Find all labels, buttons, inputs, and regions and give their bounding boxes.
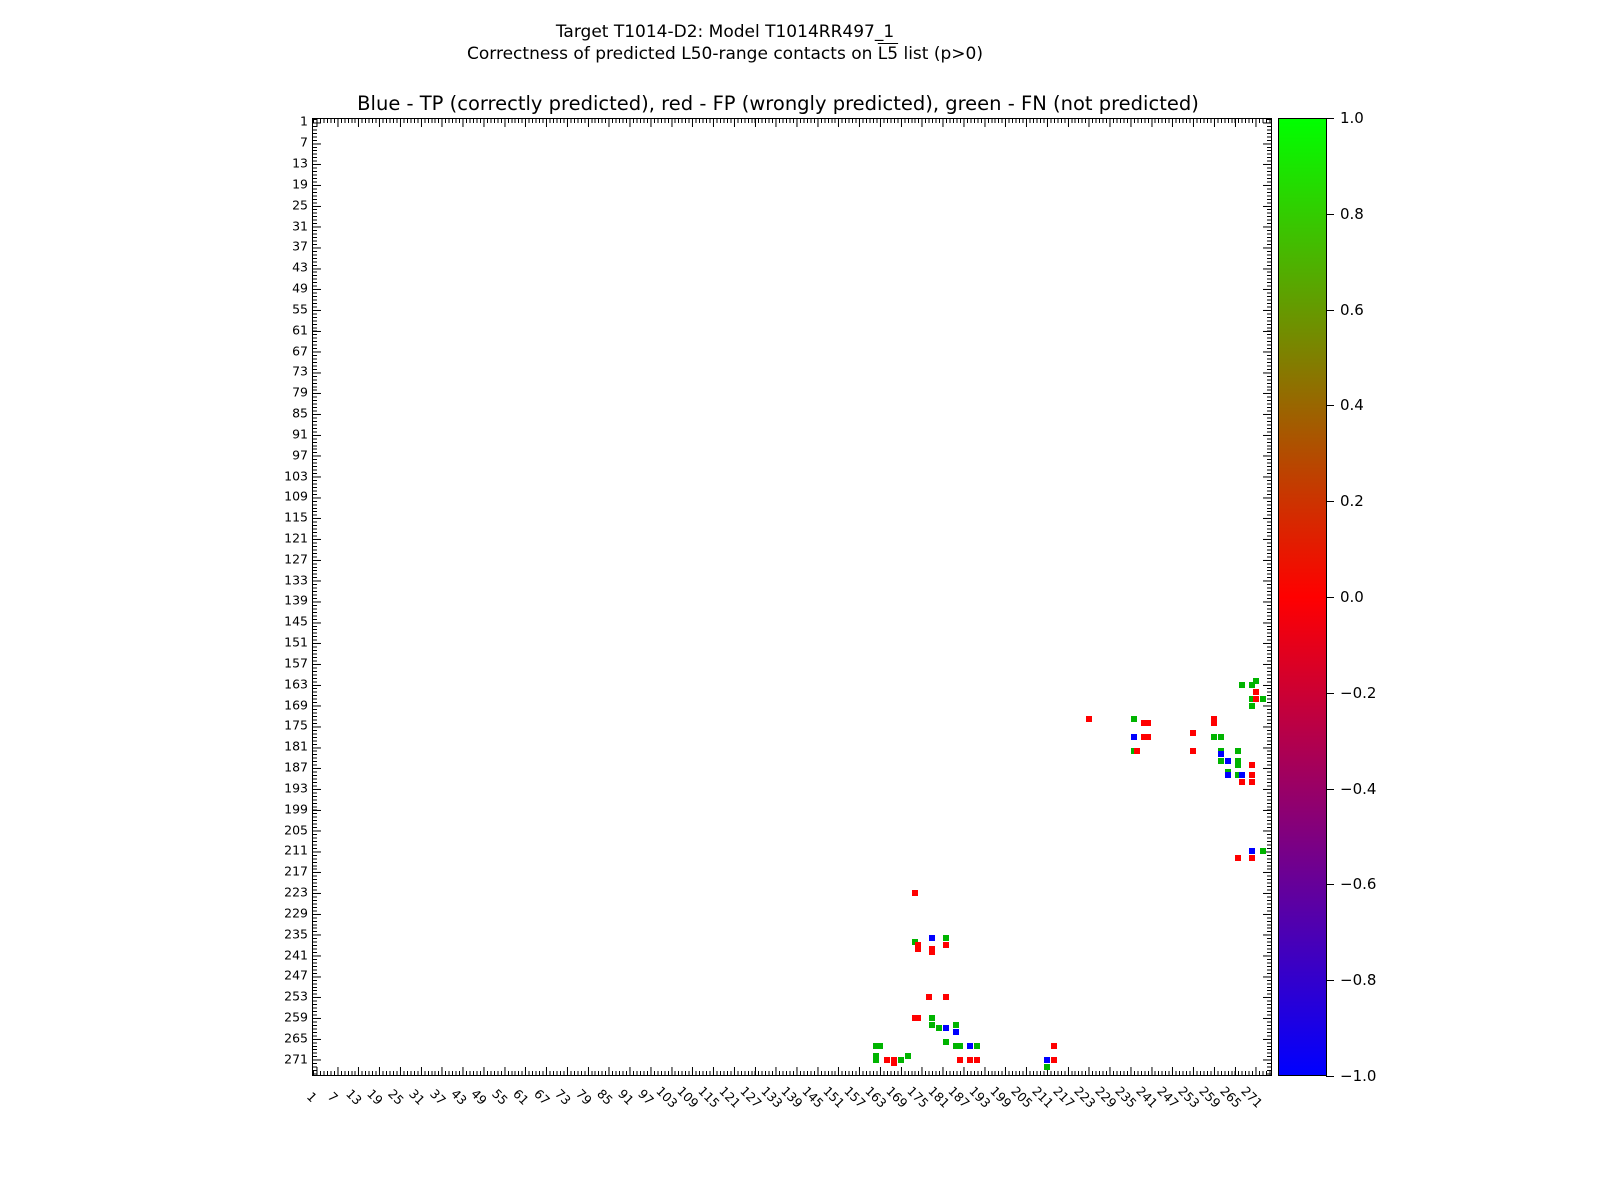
colorbar-tick-label: −0.8	[1340, 971, 1377, 990]
contact-marker-fp	[1253, 696, 1259, 702]
x-tick-label: 115	[695, 1083, 723, 1111]
y-tick-label: 211	[284, 842, 308, 858]
contact-marker-fn	[905, 1053, 911, 1059]
y-tick-label: 97	[292, 447, 308, 463]
y-tick-label: 259	[284, 1009, 308, 1025]
contact-marker-fp	[1249, 779, 1255, 785]
y-tick-label: 223	[284, 884, 308, 900]
contact-marker-fn	[943, 935, 949, 941]
x-tick-label: 121	[716, 1083, 744, 1111]
x-tick-label: 253	[1175, 1083, 1203, 1111]
y-tick-label: 55	[292, 301, 308, 317]
figure-title-line2-overline: L5	[877, 44, 899, 64]
x-tick-label: 1	[304, 1088, 321, 1106]
left-axis-major-ticks	[313, 119, 321, 1075]
y-tick-label: 241	[284, 947, 308, 962]
colorbar-tick	[1326, 405, 1334, 406]
colorbar-tick-label: −0.6	[1340, 875, 1377, 894]
y-tick-label: 253	[284, 988, 308, 1004]
contact-marker-fp	[915, 946, 921, 952]
x-tick-label: 223	[1070, 1083, 1099, 1111]
contact-marker-tp	[1131, 734, 1137, 740]
colorbar-tick	[1326, 118, 1334, 119]
y-tick-label: 73	[292, 363, 308, 379]
x-tick-label: 229	[1091, 1083, 1120, 1111]
y-tick-label: 7	[300, 134, 308, 150]
y-tick-label: 127	[284, 551, 308, 567]
contact-marker-fn	[1131, 716, 1137, 722]
y-tick-label: 79	[292, 384, 308, 400]
contact-marker-fp	[1051, 1057, 1057, 1063]
y-tick-label: 61	[292, 322, 308, 338]
y-tick-label: 13	[292, 155, 308, 171]
y-tick-label: 25	[292, 197, 308, 213]
x-tick-label: 31	[405, 1086, 428, 1108]
x-tick-label: 151	[820, 1083, 848, 1111]
colorbar-tick	[1326, 1076, 1334, 1077]
left-axis-minor-ticks	[313, 119, 317, 1075]
contact-marker-fn	[1044, 1064, 1050, 1070]
x-tick-label: 97	[635, 1086, 658, 1108]
x-tick-label: 241	[1133, 1083, 1161, 1111]
contact-marker-fp	[957, 1057, 963, 1063]
contact-marker-fn	[1218, 758, 1224, 764]
contact-marker-fp	[1145, 734, 1151, 740]
colorbar-tick	[1326, 693, 1334, 694]
y-tick-label: 67	[292, 343, 308, 359]
plot-area	[312, 118, 1272, 1076]
contact-marker-fp	[1134, 748, 1140, 754]
x-tick-label: 187	[945, 1083, 974, 1111]
contact-marker-fn	[1260, 848, 1266, 854]
x-tick-label: 55	[489, 1086, 512, 1108]
x-tick-label: 103	[653, 1083, 681, 1111]
y-tick-label: 163	[284, 676, 308, 692]
contact-marker-tp	[1225, 772, 1231, 778]
contact-marker-fp	[1086, 716, 1092, 722]
x-tick-label: 7	[325, 1088, 342, 1106]
x-tick-label: 73	[551, 1086, 574, 1108]
x-tick-label: 133	[757, 1083, 786, 1111]
colorbar-tick-label: −0.2	[1340, 683, 1377, 702]
contact-marker-fn	[1211, 734, 1217, 740]
contact-marker-tp	[943, 1025, 949, 1031]
y-tick-label: 169	[284, 697, 308, 713]
contact-marker-fn	[1249, 703, 1255, 709]
y-tick-label: 133	[284, 572, 308, 588]
y-tick-label: 175	[284, 717, 308, 733]
contact-marker-fp	[1249, 772, 1255, 778]
y-tick-label: 217	[284, 863, 308, 879]
contact-marker-fn	[1235, 762, 1241, 768]
x-tick-label: 247	[1154, 1083, 1182, 1111]
contact-marker-fp	[1190, 748, 1196, 754]
contact-marker-fp	[1235, 855, 1241, 861]
contact-marker-tp	[1249, 848, 1255, 854]
colorbar-tick	[1326, 789, 1334, 790]
figure-title-line2-post: list (p>0)	[898, 44, 983, 64]
figure-title-line1: Target T1014-D2: Model T1014RR497_1	[555, 22, 895, 42]
x-tick-label: 169	[883, 1083, 911, 1111]
contact-marker-fn	[974, 1043, 980, 1049]
contact-marker-fn	[873, 1057, 879, 1063]
x-tick-label: 43	[447, 1086, 470, 1108]
contact-marker-fn	[957, 1043, 963, 1049]
contact-marker-fn	[929, 1015, 935, 1021]
contact-marker-fp	[884, 1057, 890, 1063]
contact-marker-fp	[912, 890, 918, 896]
x-tick-label: 265	[1216, 1083, 1245, 1111]
y-tick-label: 109	[284, 488, 308, 504]
contact-marker-tp	[929, 935, 935, 941]
top-axis-major-ticks	[313, 119, 1271, 127]
x-tick-label: 91	[614, 1086, 637, 1108]
figure-title-line2	[467, 44, 983, 64]
bottom-axis-major-ticks	[313, 1067, 1271, 1075]
contact-marker-fp	[926, 994, 932, 1000]
x-tick-label: 127	[736, 1083, 765, 1111]
y-tick-label: 103	[284, 468, 308, 483]
colorbar-tick-label: 1.0	[1340, 109, 1364, 127]
x-tick-label: 109	[674, 1083, 702, 1111]
contact-marker-fp	[1145, 720, 1151, 726]
right-axis-major-ticks	[1263, 119, 1271, 1075]
figure-title-line2-pre: Correctness of predicted L50-range contacts on	[467, 44, 878, 64]
contact-marker-fp	[1190, 730, 1196, 736]
contact-marker-fn	[936, 1025, 942, 1031]
x-tick-label: 139	[778, 1083, 807, 1111]
top-axis-minor-ticks	[313, 119, 1271, 123]
contact-marker-fp	[1253, 689, 1259, 695]
x-tick-label: 25	[385, 1086, 407, 1108]
x-tick-label: 205	[1008, 1083, 1036, 1111]
contact-marker-fn	[1260, 696, 1266, 702]
y-tick-label: 181	[284, 738, 308, 754]
colorbar-tick-label: −1.0	[1340, 1067, 1377, 1085]
contact-marker-fp	[943, 942, 949, 948]
y-tick-label: 91	[292, 426, 308, 442]
axes-title: Blue - TP (correctly predicted), red - FP (wrongly predicted), green - FN (not predicted)	[357, 92, 1199, 115]
x-tick-label: 271	[1237, 1083, 1266, 1111]
y-tick-label: 205	[284, 822, 308, 838]
x-tick-label: 79	[572, 1086, 595, 1108]
colorbar-tick-label: 0.0	[1340, 588, 1364, 606]
colorbar-tick-label: 0.4	[1340, 396, 1364, 415]
colorbar	[1278, 118, 1327, 1076]
contact-marker-tp	[1239, 772, 1245, 778]
colorbar-tick	[1326, 214, 1334, 215]
y-tick-label: 247	[284, 967, 308, 983]
x-tick-label: 217	[1050, 1083, 1078, 1111]
x-tick-label: 259	[1196, 1083, 1224, 1111]
y-tick-label: 193	[284, 780, 308, 796]
y-tick-label: 139	[284, 592, 308, 608]
contact-marker-fp	[929, 949, 935, 955]
contact-marker-fp	[915, 1015, 921, 1021]
x-tick-label: 67	[531, 1086, 553, 1108]
bottom-axis-minor-ticks	[313, 1071, 1271, 1075]
y-tick-label: 49	[292, 280, 308, 296]
colorbar-tick	[1326, 980, 1334, 981]
y-tick-label: 145	[284, 613, 308, 629]
x-tick-label: 211	[1029, 1083, 1057, 1111]
x-tick-label: 163	[862, 1083, 890, 1111]
contact-marker-fn	[943, 1039, 949, 1045]
y-tick-label: 187	[284, 759, 308, 775]
contact-marker-fn	[1235, 748, 1241, 754]
x-tick-label: 85	[593, 1086, 616, 1108]
colorbar-tick	[1326, 310, 1334, 311]
x-tick-label: 193	[966, 1083, 995, 1111]
x-tick-label: 157	[841, 1083, 869, 1111]
contact-marker-tp	[1218, 751, 1224, 757]
colorbar-gradient	[1279, 119, 1326, 1075]
x-tick-label: 19	[364, 1086, 387, 1108]
y-tick-label: 37	[292, 238, 308, 254]
colorbar-tick-label: 0.8	[1340, 204, 1364, 223]
x-tick-label: 199	[987, 1083, 1015, 1111]
y-tick-label: 199	[284, 801, 308, 817]
colorbar-tick-label: 0.6	[1340, 300, 1364, 319]
colorbar-tick-label: 0.2	[1340, 492, 1364, 511]
y-tick-label: 19	[292, 176, 308, 192]
y-tick-label: 235	[284, 926, 308, 942]
contact-marker-fn	[1239, 682, 1245, 688]
y-tick-label: 151	[284, 634, 308, 650]
contact-marker-fp	[1249, 762, 1255, 768]
x-tick-label: 49	[468, 1086, 491, 1108]
y-tick-label: 31	[292, 218, 308, 234]
x-tick-label: 175	[903, 1083, 932, 1111]
contact-marker-tp	[953, 1029, 959, 1035]
contact-marker-fn	[929, 1022, 935, 1028]
x-tick-label: 61	[510, 1086, 533, 1108]
right-axis-minor-ticks	[1267, 119, 1271, 1075]
contact-marker-tp	[1225, 758, 1231, 764]
colorbar-tick	[1326, 597, 1334, 598]
x-tick-label: 235	[1112, 1083, 1141, 1111]
contact-marker-fp	[1051, 1043, 1057, 1049]
contact-marker-tp	[967, 1043, 973, 1049]
x-tick-label: 145	[799, 1083, 828, 1111]
contact-marker-fp	[943, 994, 949, 1000]
contact-marker-fp	[891, 1060, 897, 1066]
contact-marker-fn	[877, 1043, 883, 1049]
y-tick-label: 115	[284, 509, 308, 525]
y-tick-label: 121	[284, 530, 308, 546]
y-tick-label: 265	[284, 1030, 308, 1046]
contact-marker-fn	[953, 1022, 959, 1028]
contact-marker-fn	[898, 1057, 904, 1063]
x-tick-label: 37	[426, 1086, 449, 1108]
colorbar-tick	[1326, 501, 1334, 502]
y-tick-label: 43	[292, 259, 308, 275]
x-tick-label: 181	[924, 1083, 953, 1111]
contact-marker-fn	[1218, 734, 1224, 740]
y-tick-label: 271	[284, 1051, 308, 1067]
contact-marker-tp	[1044, 1057, 1050, 1063]
colorbar-tick-label: −0.4	[1340, 779, 1377, 798]
contact-marker-fp	[967, 1057, 973, 1063]
colorbar-tick	[1326, 884, 1334, 885]
y-tick-label: 85	[292, 405, 308, 421]
contact-marker-fp	[974, 1057, 980, 1063]
y-tick-label: 229	[284, 905, 308, 921]
y-tick-label: 1	[300, 113, 308, 129]
y-tick-label: 157	[284, 655, 308, 671]
contact-marker-fp	[1211, 720, 1217, 726]
contact-marker-fp	[1239, 779, 1245, 785]
x-tick-label: 13	[343, 1086, 366, 1108]
contact-marker-fn	[1253, 678, 1259, 684]
contact-marker-fp	[1249, 855, 1255, 861]
